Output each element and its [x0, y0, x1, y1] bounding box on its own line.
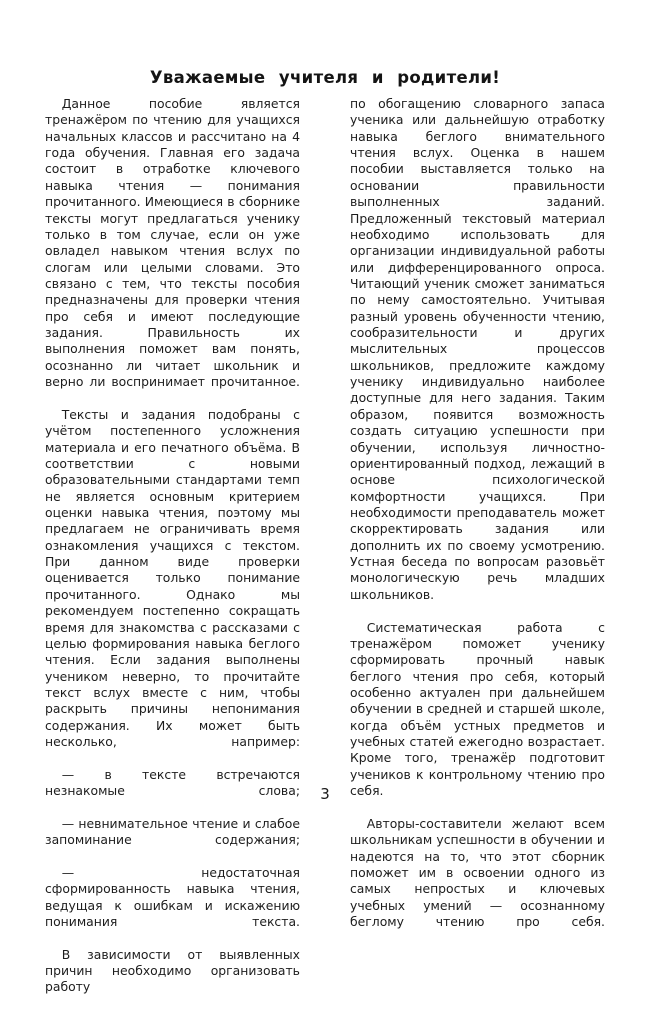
paragraph: Систематическая работа с тренажёром поможет ученику сформировать прочный навык беглого чтения про себя, который особенно актуален при дальнейшем обучении в средней и старшей школе, когда объём устных предметов и учебных статей ежегодно возрастает. Кроме того, тренажёр подготовит учеников к контрольному чтению про себя.	[350, 619, 605, 799]
page-title: Уважаемые учителя и родители!	[149, 68, 501, 88]
right-text-column	[350, 96, 605, 947]
left-text-column	[45, 96, 300, 1012]
paragraph: по обогащению словарного запаса ученика или дальнейшую отработку навыка беглого внимательного чтения вслух. Оценка в нашем пособии выставляется только на основании правильности выполненных заданий. Предложенный текстовый материал необходимо использовать для организации индивидуальной работы или дифференцированного опроса. Читающий ученик сможет заниматься по нему самостоятельно. Учитывая разный уровень обученности чтению, сообразительности и других мыслительных процессов школьников, предложите каждому ученику индивидуально наиболее доступные для него задания. Таким образом, появится возможность создать ситуацию успешности при обучении, используя личностно-ориентированный подход, лежащий в основе психологической комфортности учащихся. При необходимости преподаватель может скорректировать задания или дополнить их по своему усмотрению. Устная беседа по вопросам разовьёт монологическую речь младших школьников.	[350, 96, 605, 602]
paragraph: В зависимости от выявленных причин необходимо организовать работу	[45, 946, 300, 995]
list-item: — недостаточная сформированность навыка чтения, ведущая к ошибкам и искажению понимания текста.	[45, 864, 300, 929]
list-item: — в тексте встречаются незнакомые слова;	[45, 766, 300, 799]
page-number: 3	[320, 785, 330, 803]
two-column-body	[0, 96, 650, 995]
list-item: — невнимательное чтение и слабое запоминание содержания;	[45, 815, 300, 848]
paragraph: Тексты и задания подобраны с учётом постепенного усложнения материала и его печатного объёма. В соответствии с новыми образовательными стандартами темп не является основным критерием оценки навыка чтения, поэтому мы предлагаем не ограничивать время ознакомления учащихся с текстом. При данном виде проверки оценивается только понимание прочитанного. Однако мы рекомендуем постепенно сокращать время для знакомства с рассказами с целью формирования навыка беглого чтения. Если задания выполнены учеником неверно, то прочитайте текст вслух вместе с ним, чтобы раскрыть причины непонимания содержания. Их может быть несколько, например:	[45, 406, 300, 750]
paragraph: Данное пособие является тренажёром по чтению для учащихся начальных классов и рассчитано на 4 года обучения. Главная его задача состоит в отработке ключевого навыка чтения — понимания прочитанного. Имеющиеся в сборнике тексты могут предлагаться ученику только в том случае, если он уже овладел навыком чтения вслух по слогам или целыми словами. Это связано с тем, что тексты пособия предназначены для проверки чтения про себя и имеют последующие задания. Правильность их выполнения поможет вам понять, осознанно ли читает школьник и верно ли воспринимает прочитанное.	[45, 96, 300, 390]
paragraph: Авторы-составители желают всем школьникам успешности в обучении и надеются на то, что этот сборник поможет им в освоении одного из самых непростых и ключевых учебных умений — осознанному беглому чтению про себя.	[350, 815, 605, 929]
